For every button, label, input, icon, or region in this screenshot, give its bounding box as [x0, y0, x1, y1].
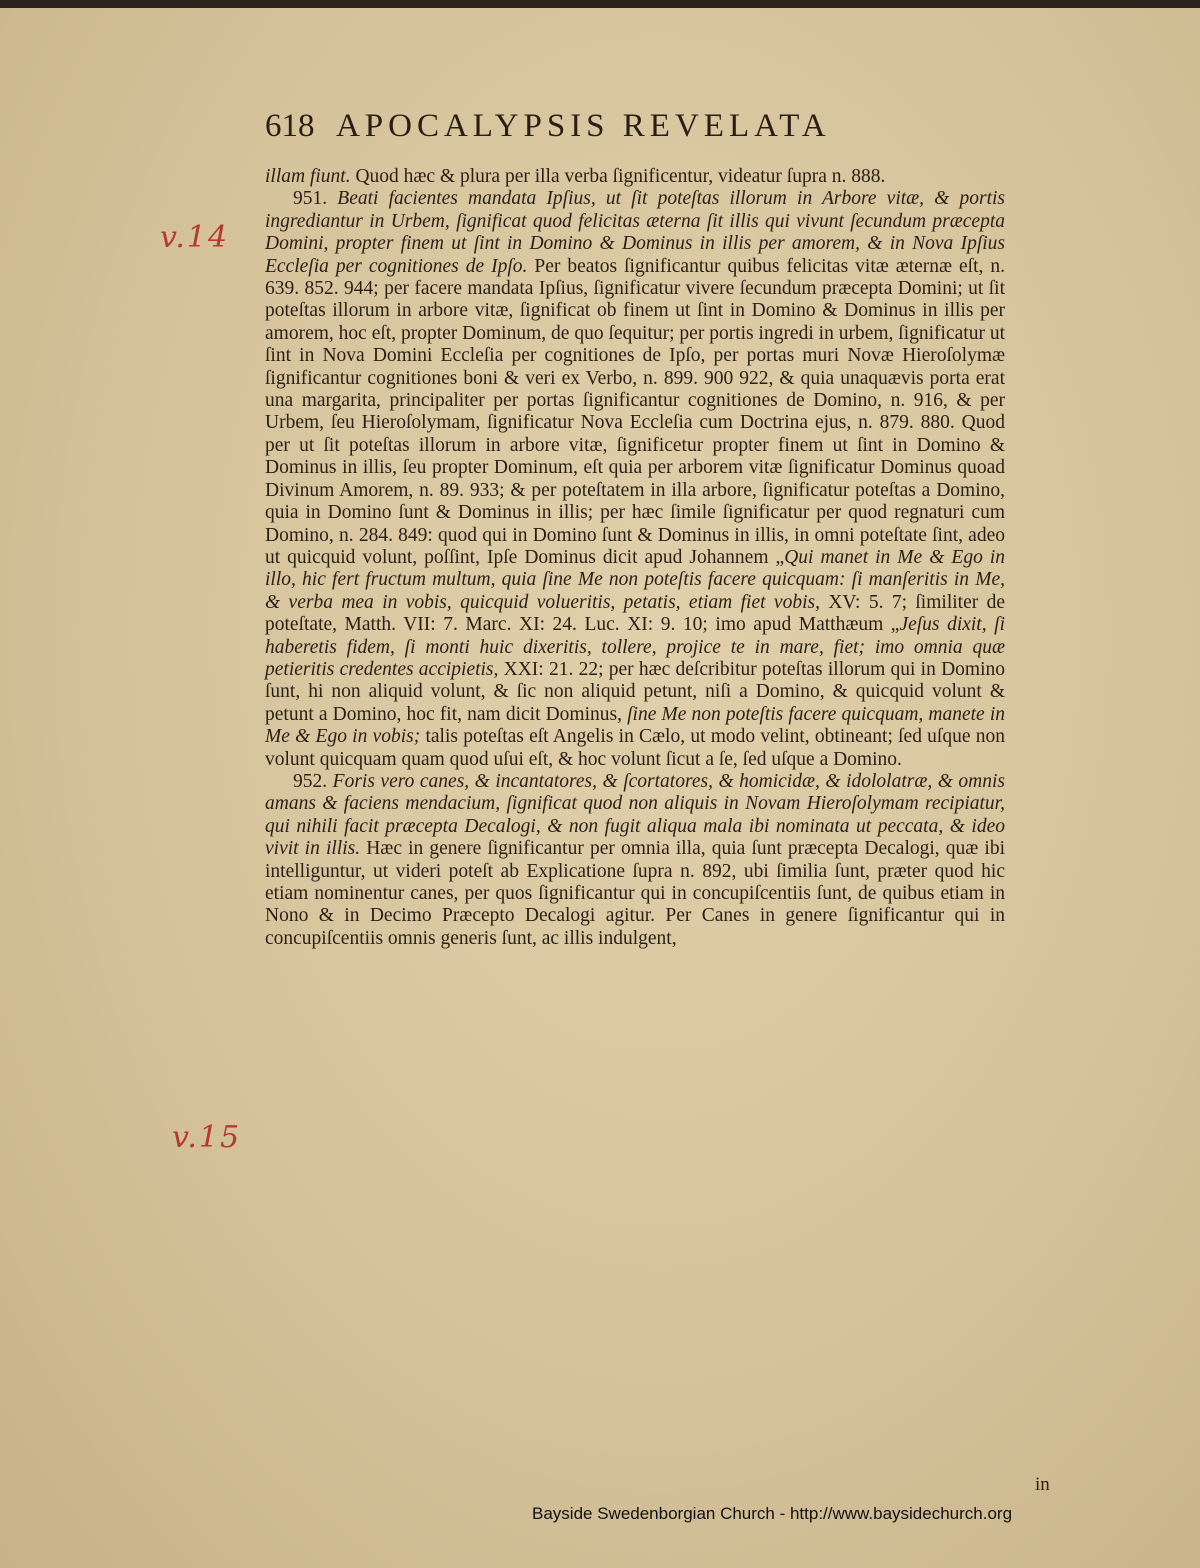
- running-header: [265, 108, 1005, 158]
- text-fragment: Hæc in genere ſignificantur per omnia illa, quia ſunt præcepta Decalogi, quæ ibi intelliguntur, ut videri poteſt ab Explicatione ſupra n. 892, ubi ſimilia ſunt, præter quod hic etiam nominentur canes, per quos ſignificantur qui in concupiſcentiis ſunt, de quibus etiam in Nono & in Decimo Præcepto Decalogi agitur. Per Canes in genere ſignificantur qui in concupiſcentiis omnis generis ſunt, ac illis indulgent,: [265, 838, 1005, 949]
- italic-fragment: Qui manet in Me & Ego in illo, hic fert fructum multum, quia ſine Me non poteſtis facere quicquam: ſi manſeritis in Me, & verba mea in vobis, quicquid volueritis, petatis, etiam fiet vobis,: [265, 546, 1006, 613]
- margin-note-v14: v.14: [160, 220, 230, 255]
- italic-fragment: Beati facientes mandata Ipſius, ut ſit poteſtas illorum in Arbore vitæ, & portis ingrediantur in Urbem, ſignificat quod felicitas æterna ſit illis qui vivunt ſecundum præcepta Domini, propter finem ut ſint in Domino & Dominus in illis per amorem, & in Nova Ipſius Eccleſia per cognitiones de Ipſo.: [265, 188, 1006, 277]
- catchword: in: [1035, 1474, 1050, 1495]
- italic-fragment: Foris vero canes, & incantatores, & ſcortatores, & homicidæ, & idololatræ, & omnis amans & faciens mendacium, ſignificat quod non aliquis in Novam Hieroſolymam recipiatur, qui nihili facit præcepta Decalogi, & non fugit aliqua mala ibi nominata ut peccata, & ideo vivit in illis.: [265, 770, 1006, 860]
- page-number: 618: [265, 108, 315, 144]
- text-fragment: Per beatos ſignificantur quibus felicitas vitæ æternæ eſt, n. 639. 852. 944; per facere mandata Ipſius, ſignificatur vivere ſecundum præcepta Domini; ut ſit poteſtas illorum in arbore vitæ, ſignificat ob finem ut ſint in Domino & Dominus in illis per amorem, hoc eſt, propter Dominum, de quo ſequitur; per portis ingredi in urbem, ſignificatur ut ſint in Nova Domini Eccleſia per cognitiones de Ipſo, per portas muri Novæ Hieroſolymæ ſignificantur cognitiones boni & veri ex Verbo, n. 899. 900 922, & quia unaquævis porta erat una margarita, principaliter per portas ſignificantur cognitiones de Domino, n. 916, & per Urbem, ſeu Hieroſolymam, ſignificatur Nova Eccleſia cum Doctrina ejus, n. 879. 880. Quod per ut ſit poteſtas illorum in arbore vitæ, ſignificetur propter finem ut ſint in Domino & Dominus in illis, ſeu propter Dominum, eſt quia per arborem vitæ ſignificatur Dominus quoad Divinum Amorem, n. 89. 933; & per poteſtatem in illa arbore, ſignificatur poteſtas a Domino, quia in Domino ſunt & Dominus in illis; per hæc ſimile ſignificatur per quod regnaturi cum Domino, n. 284. 849: quod qui in Domino ſunt & Dominus in illis, in omni poteſtate ſint, adeo ut quicquid volunt, poſſint, Ipſe Dominus dicit apud Johannem „: [265, 255, 1005, 568]
- footer-credit: Bayside Swedenborgian Church - http://www.baysidechurch.org: [532, 1504, 1013, 1523]
- text-fragment: Quod hæc & plura per illa verba ſignificentur, videatur ſupra n. 888.: [350, 166, 886, 187]
- paragraph-951: [265, 188, 1005, 771]
- text-fragment: XXI: 21. 22; per hæc deſcribitur poteſtas illorum qui in Domino ſunt, hi non aliquid volunt, & ſic non aliquid petunt, niſi a Domino, & quicquid volunt & petunt a Domino, hoc fit, nam dicit Dominus,: [265, 658, 1006, 725]
- italic-fragment: ſine Me non poteſtis facere quicquam, manete in Me & Ego in vobis;: [265, 703, 1005, 748]
- book-page: [0, 8, 1200, 1568]
- paragraph-continuation: [265, 166, 1005, 188]
- italic-fragment: Jeſus dixit, ſi haberetis fidem, ſi monti huic dixeritis, tollere, projice te in mare, fiet; imo omnia quæ petieritis credentes accipietis,: [265, 614, 1005, 680]
- running-title: APOCALYPSIS REVELATA: [335, 108, 831, 144]
- paragraph-952: [265, 771, 1005, 950]
- scan-top-edge: [0, 0, 1200, 8]
- section-number: 952.: [293, 770, 333, 792]
- margin-note-v15: v.15: [172, 1120, 242, 1155]
- body-text: [265, 166, 1005, 950]
- section-number: 951.: [293, 188, 338, 210]
- italic-fragment: illam fiunt.: [265, 166, 351, 187]
- text-fragment: talis poteſtas eſt Angelis in Cælo, ut modo velint, obtineant; ſed uſque non volunt quicquam quam quod uſui eſt, & hoc volunt ſicut a ſe, ſed uſque a Domino.: [265, 726, 1005, 770]
- text-fragment: XV: 5. 7; ſimiliter de poteſtate, Matth. VII: 7. Marc. XI: 24. Luc. XI: 9. 10; imo apud Matthæum „: [265, 591, 1005, 636]
